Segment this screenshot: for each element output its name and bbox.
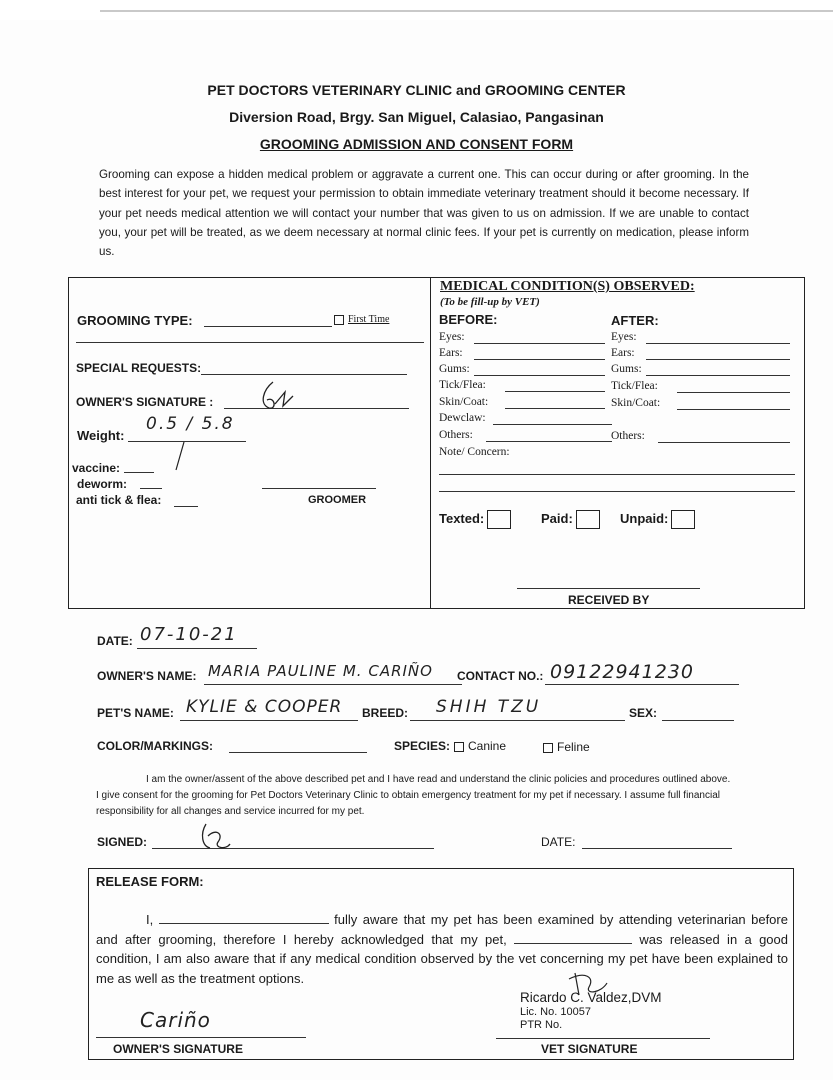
breed-label: BREED:: [362, 706, 409, 720]
weight-value: 0.5 / 5.8: [146, 414, 235, 434]
page-fold-edge: [100, 10, 833, 12]
before-field-line[interactable]: [486, 441, 612, 442]
note-line-2[interactable]: [439, 491, 795, 492]
release-owner-signature-field[interactable]: [96, 1037, 306, 1038]
owner-signature-field[interactable]: [224, 408, 409, 409]
vaccine-label: [72, 461, 120, 475]
before-field-line[interactable]: [493, 424, 612, 425]
before-field-label: Others:: [439, 429, 473, 441]
first-time-label: First Time: [348, 314, 390, 325]
unpaid-option: [620, 510, 695, 529]
texted-checkbox[interactable]: [487, 510, 511, 529]
before-field-line[interactable]: [474, 359, 605, 360]
release-text-b: fully aware that my pet has been examined by attending veterinarian before and after grooming, therefore I hereby acknowledged that my pet,: [96, 912, 788, 947]
pet-name-label: PET'S NAME:: [97, 706, 174, 720]
before-field-line[interactable]: [474, 343, 605, 344]
pet-name-value: KYLIE & COOPER: [186, 697, 343, 717]
release-owner-field[interactable]: [159, 923, 329, 924]
pet-name-field[interactable]: [180, 720, 358, 721]
release-title: RELEASE FORM:: [96, 874, 204, 889]
sex-field[interactable]: [662, 720, 734, 721]
species-label: SPECIES:: [394, 739, 451, 753]
before-field-label: Ears:: [439, 347, 463, 359]
after-field-line[interactable]: [646, 375, 790, 376]
medical-title: MEDICAL CONDITION(S) OBSERVED:: [440, 279, 695, 294]
antitick-field[interactable]: [174, 506, 198, 507]
contact-value: 09122941230: [550, 661, 694, 683]
paid-option: [541, 510, 600, 529]
vet-license: Lic. No. 10057: [520, 1006, 591, 1018]
grooming-type-label: GROOMING TYPE:: [77, 313, 193, 328]
groomer-field[interactable]: [262, 488, 376, 489]
before-field-label: Eyes:: [439, 331, 465, 343]
breed-field[interactable]: [410, 720, 625, 721]
form-title: GROOMING ADMISSION AND CONSENT FORM: [259, 136, 574, 152]
release-pet-field[interactable]: [514, 943, 632, 944]
clinic-address: Diversion Road, Brgy. San Miguel, Calasiao, Pangasinan: [229, 109, 604, 125]
sex-label: SEX:: [629, 706, 658, 720]
after-field-label: Eyes:: [611, 331, 637, 343]
after-field-label: Skin/Coat:: [611, 397, 661, 409]
before-field-label: Note/ Concern:: [439, 446, 510, 458]
before-field-label: Gums:: [439, 363, 470, 375]
owner-handwritten-signature: Cariño: [140, 1008, 211, 1032]
owner-signature-scribble: [255, 378, 300, 418]
release-owner-signature-label: OWNER'S SIGNATURE: [113, 1042, 243, 1056]
grooming-type-field[interactable]: [204, 326, 332, 327]
vet-name: Ricardo C. Valdez,DVM: [520, 990, 662, 1005]
first-time-checkbox[interactable]: [334, 315, 344, 325]
after-field-line[interactable]: [646, 359, 790, 360]
box-divider: [430, 278, 431, 608]
color-label: COLOR/MARKINGS:: [97, 739, 213, 753]
paid-checkbox[interactable]: [576, 510, 600, 529]
before-field-label: Dewclaw:: [439, 412, 486, 424]
color-field[interactable]: [229, 752, 367, 753]
paid-label: Paid:: [541, 510, 573, 526]
medical-subtitle: (To be fill-up by VET): [440, 296, 540, 308]
owner-signature-label: OWNER'S SIGNATURE :: [76, 395, 214, 409]
consent-signature-scribble: [198, 818, 234, 858]
grooming-type-line-2[interactable]: [76, 342, 424, 343]
after-field-line[interactable]: [677, 409, 790, 410]
special-requests-field[interactable]: [201, 374, 407, 375]
before-label: BEFORE:: [439, 312, 498, 327]
deworm-field[interactable]: [140, 488, 162, 489]
texted-option: [439, 510, 511, 529]
date-field[interactable]: [137, 648, 257, 649]
after-field-line[interactable]: [677, 392, 790, 393]
date-value: 07-10-21: [140, 624, 238, 645]
species-feline-option[interactable]: [543, 740, 590, 754]
received-by-field[interactable]: [517, 588, 700, 589]
weight-stroke: [170, 440, 190, 472]
antitick-label: anti tick & flea:: [76, 493, 162, 507]
deworm-label: deworm:: [77, 477, 128, 491]
vaccine-text: vaccine:: [72, 461, 121, 475]
release-text-a: I,: [146, 912, 154, 927]
after-field-label: Ears:: [611, 347, 635, 359]
contact-field[interactable]: [545, 684, 739, 685]
release-text: [96, 910, 788, 988]
breed-value: SHIH TZU: [436, 697, 542, 717]
vet-ptr: PTR No.: [520, 1019, 563, 1031]
after-field-line[interactable]: [646, 343, 790, 344]
before-field-label: Skin/Coat:: [439, 396, 489, 408]
intro-paragraph: Grooming can expose a hidden medical problem or aggravate a current one. This can occur during or after grooming. In the best interest for your pet, we request your permission to obtain immediate veterinary treatment should it become necessary. If your pet needs medical attention we will contact your number that was given to us on admission. If we are unable to contact you, your pet will be treated, as we deem necessary at normal clinic fees. If your pet is currently on medication, please inform us.: [99, 168, 749, 259]
canine-checkbox[interactable]: [454, 742, 464, 752]
before-field-line[interactable]: [505, 408, 605, 409]
signed-field[interactable]: [152, 848, 434, 849]
note-line-1[interactable]: [439, 474, 795, 475]
groomer-label: GROOMER: [308, 494, 367, 506]
special-requests-label: SPECIAL REQUESTS:: [76, 361, 202, 375]
consent-line-1: I am the owner/assent of the above described pet and I have read and understand the clinic policies and procedures outlined above.: [146, 774, 731, 785]
first-time-option[interactable]: [334, 314, 389, 325]
weight-label: Weight:: [77, 428, 125, 443]
species-canine-option[interactable]: [454, 739, 506, 753]
owner-name-label: OWNER'S NAME:: [97, 669, 197, 683]
after-field-label: Gums:: [611, 363, 642, 375]
unpaid-checkbox[interactable]: [671, 510, 695, 529]
consent-date-field[interactable]: [582, 848, 732, 849]
date-label: DATE:: [97, 634, 133, 648]
feline-checkbox[interactable]: [543, 743, 553, 753]
before-field-line[interactable]: [474, 375, 605, 376]
clinic-name: PET DOCTORS VETERINARY CLINIC and GROOMING CENTER: [207, 82, 626, 98]
contact-label: CONTACT NO.:: [457, 669, 544, 683]
texted-label: Texted:: [439, 510, 485, 526]
vaccine-field[interactable]: [124, 472, 154, 473]
feline-label: Feline: [557, 740, 590, 754]
release-text-c: was released in a good condition, I am also aware that if any medical condition observed by the vet concerning my pet have been explained to me as well as the treatment options.: [96, 931, 788, 986]
canine-label: Canine: [468, 739, 507, 753]
after-field-label: Tick/Flea:: [611, 380, 658, 392]
consent-line-2: I give consent for the grooming for Pet Doctors Veterinary Clinic to obtain emergency treatment for my pet if necessary. I assume full financial responsibility for all changes and service incurred for my pet.: [96, 790, 720, 817]
received-by-label: RECEIVED BY: [568, 593, 650, 607]
after-label: AFTER:: [611, 313, 659, 328]
before-field-label: Tick/Flea:: [439, 379, 486, 391]
unpaid-label: Unpaid:: [620, 510, 669, 526]
before-field-line[interactable]: [505, 391, 605, 392]
vet-signature-scribble: [565, 965, 615, 1005]
owner-name-value: MARIA PAULINE M. CARIÑO: [208, 662, 433, 680]
owner-name-field[interactable]: [204, 684, 462, 685]
signed-label: SIGNED:: [97, 835, 148, 849]
vet-signature-field[interactable]: [496, 1038, 710, 1039]
consent-date-label: DATE:: [541, 835, 576, 849]
after-field-label: Others:: [611, 430, 645, 442]
vet-signature-label: VET SIGNATURE: [541, 1042, 638, 1056]
after-field-line[interactable]: [658, 442, 790, 443]
